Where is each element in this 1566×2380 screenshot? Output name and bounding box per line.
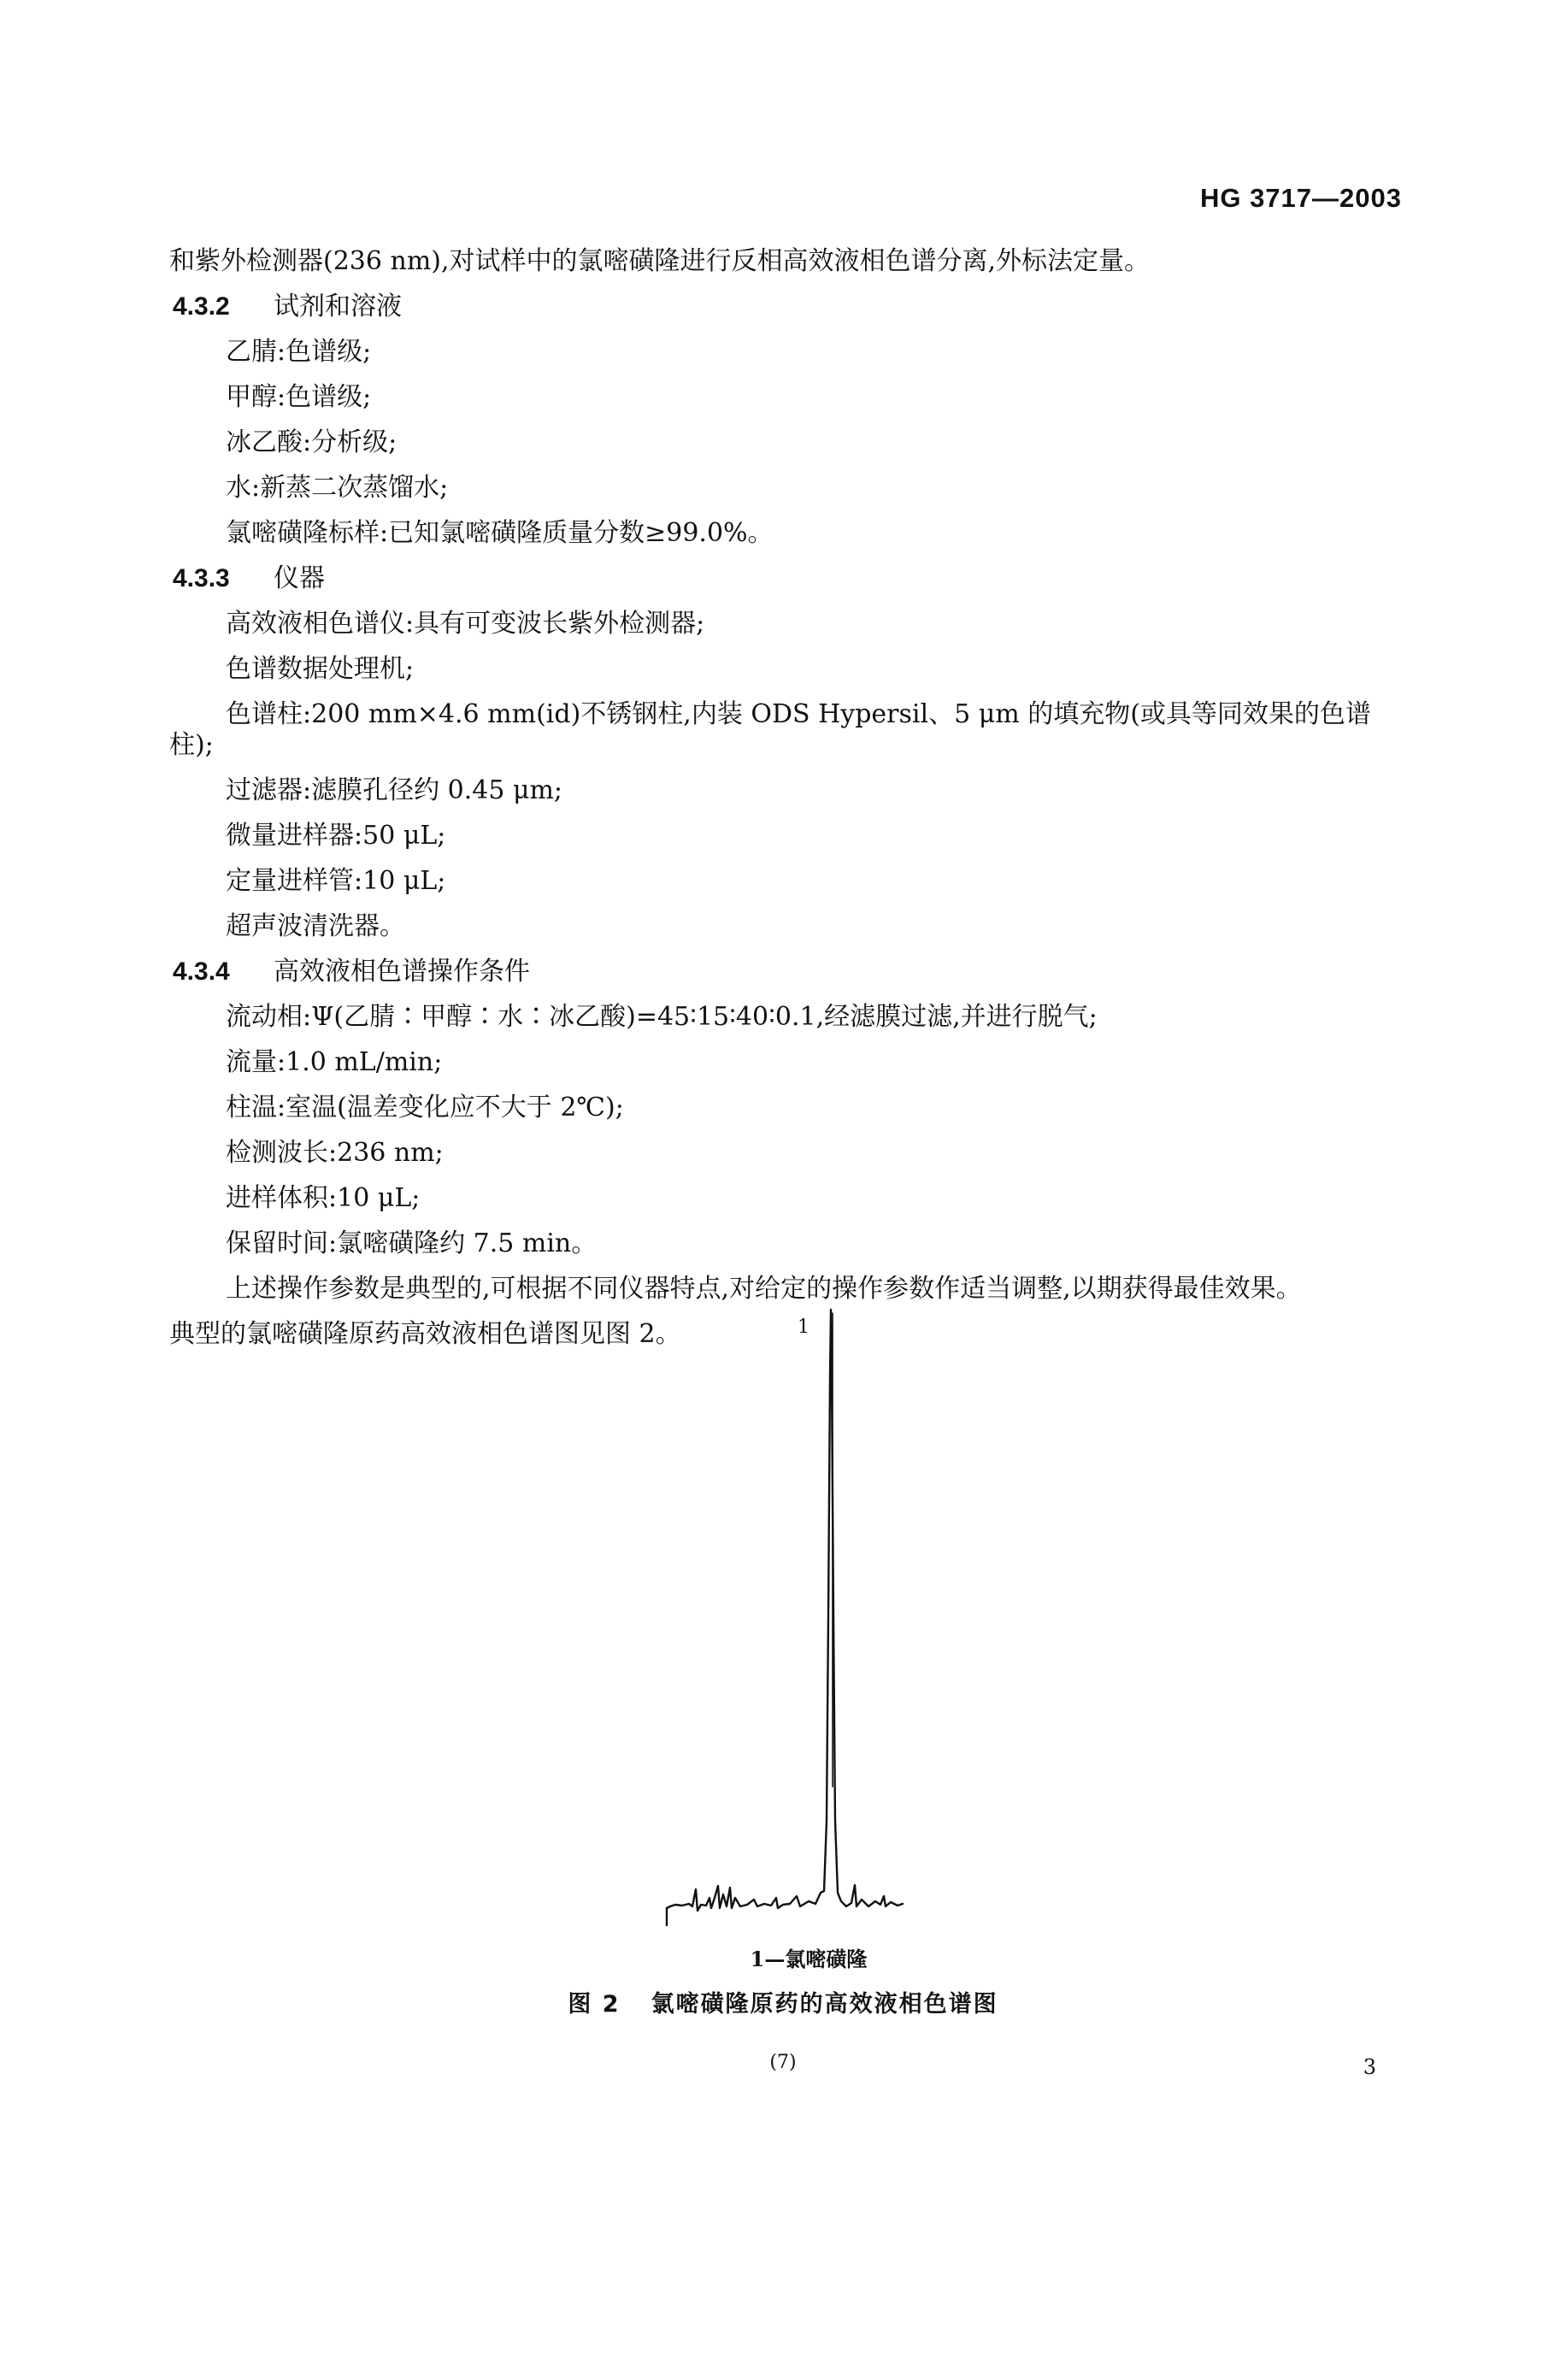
figure-title: 氯嘧磺隆原药的高效液相色谱图 (651, 1991, 998, 2018)
list-item: 柱温:室温(温差变化应不大于 2℃); (226, 1093, 624, 1122)
figure-caption (0, 1985, 1566, 2018)
list-item: 乙腈:色谱级; (226, 337, 372, 367)
standard-code: HG 3717—2003 (1199, 183, 1402, 213)
intro-line: 和紫外检测器(236 nm),对试样中的氯嘧磺隆进行反相高效液相色谱分离,外标法定量。 (169, 246, 1151, 276)
list-item: 色谱数据处理机; (226, 654, 415, 684)
figure-number: 图 2 (568, 1991, 621, 2018)
closing-paragraph: 上述操作参数是典型的,可根据不同仪器特点,对给定的操作参数作适当调整,以期获得最佳效果。 (226, 1274, 1302, 1304)
section-heading-4-3-2 (173, 292, 1409, 322)
list-item: 流量:1.0 mL/min; (226, 1047, 443, 1077)
list-item: 高效液相色谱仪:具有可变波长紫外检测器; (226, 609, 705, 639)
list-item: 进样体积:10 μL; (226, 1183, 421, 1213)
list-item: 检测波长:236 nm; (226, 1138, 444, 1168)
list-item: 甲醇:色谱级; (226, 382, 372, 412)
section-number: 4.3.4 (173, 957, 230, 986)
section-heading-4-3-3 (173, 563, 1409, 594)
chromatogram (658, 1308, 915, 1932)
list-item: 氯嘧磺隆标样:已知氯嘧磺隆质量分数≥99.0%。 (226, 518, 774, 548)
chromatogram-svg (658, 1308, 915, 1932)
page-number-center: (7) (769, 2052, 797, 2073)
list-item: 微量进样器:50 μL; (226, 821, 446, 851)
section-title: 试剂和溶液 (274, 292, 402, 321)
section-title: 仪器 (274, 563, 325, 593)
chromatogram-trace (667, 1310, 903, 1925)
figure-reference: 典型的氯嘧磺隆原药高效液相色谱图见图 2。 (169, 1319, 681, 1349)
document-body (169, 246, 1409, 1364)
section-number: 4.3.2 (173, 292, 230, 321)
peak-label: 1 (798, 1317, 809, 1338)
list-item: 过滤器:滤膜孔径约 0.45 μm; (226, 775, 563, 805)
list-item: 流动相:Ψ(乙腈∶甲醇∶水∶冰乙酸)=45∶15∶40∶0.1,经滤膜过滤,并进行脱气; (226, 1002, 1098, 1032)
section-number: 4.3.3 (173, 564, 230, 592)
section-heading-4-3-4 (173, 957, 1409, 987)
page-number-right: 3 (1363, 2055, 1376, 2079)
figure-legend: 1—氯嘧磺隆 (750, 1947, 868, 1971)
list-item: 保留时间:氯嘧磺隆约 7.5 min。 (226, 1228, 598, 1258)
list-item: 冰乙酸:分析级; (226, 427, 397, 457)
section-title: 高效液相色谱操作条件 (274, 957, 530, 987)
list-item: 超声波清洗器。 (226, 911, 405, 941)
list-item: 定量进样管:10 μL; (226, 866, 446, 896)
list-item: 色谱柱:200 mm×4.6 mm(id)不锈钢柱,内装 ODS Hypersil、5 μm 的填充物(或具等同效果的色谱柱); (169, 699, 1371, 760)
list-item: 水:新蒸二次蒸馏水; (226, 473, 449, 503)
